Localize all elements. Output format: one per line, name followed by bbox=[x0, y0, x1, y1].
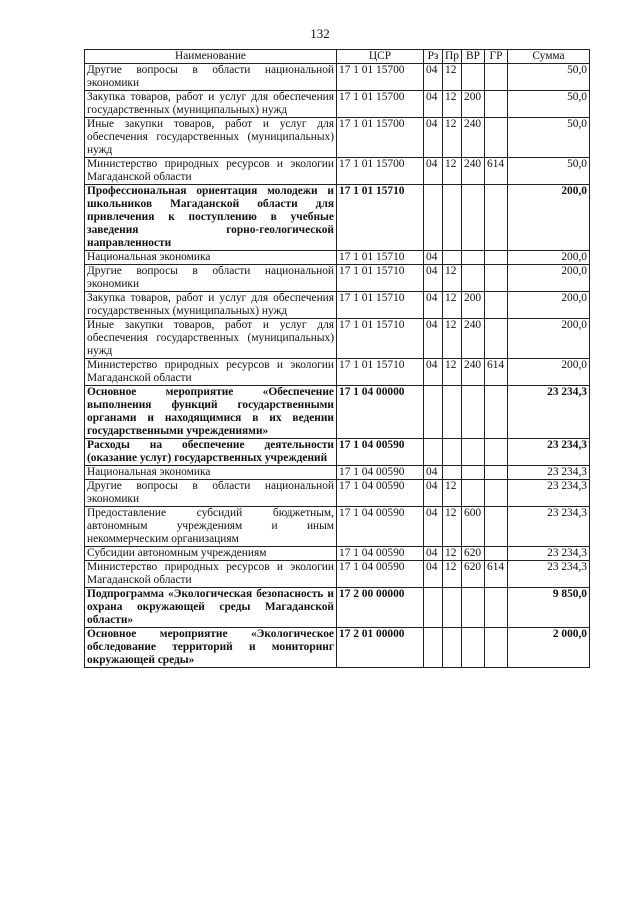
cell-gr bbox=[485, 386, 508, 439]
cell-gr bbox=[485, 91, 508, 118]
cell-name: Закупка товаров, работ и услуг для обеспечения государственных (муниципальных) нужд bbox=[85, 91, 337, 118]
cell-name: Министерство природных ресурсов и экологии Магаданской области bbox=[85, 158, 337, 185]
cell-csr: 17 1 01 15710 bbox=[337, 319, 424, 359]
cell-gr bbox=[485, 118, 508, 158]
cell-gr bbox=[485, 64, 508, 91]
cell-rz: 04 bbox=[424, 561, 443, 588]
cell-sum: 200,0 bbox=[508, 359, 590, 386]
cell-vr bbox=[462, 64, 485, 91]
cell-name: Основное мероприятие «Экологическое обследование территорий и мониторинг окружающей среды» bbox=[85, 628, 337, 668]
table-row bbox=[85, 439, 590, 466]
table-row bbox=[85, 319, 590, 359]
cell-rz: 04 bbox=[424, 292, 443, 319]
cell-rz: 04 bbox=[424, 91, 443, 118]
cell-pr: 12 bbox=[443, 158, 462, 185]
cell-name: Другие вопросы в области национальной экономики bbox=[85, 265, 337, 292]
cell-name: Основное мероприятие «Обеспечение выполнения функций государственными органами и находящимися в их ведении государственными учреждениями» bbox=[85, 386, 337, 439]
cell-vr bbox=[462, 251, 485, 265]
cell-gr bbox=[485, 265, 508, 292]
cell-sum: 200,0 bbox=[508, 185, 590, 251]
cell-gr: 614 bbox=[485, 158, 508, 185]
cell-sum: 50,0 bbox=[508, 118, 590, 158]
cell-pr: 12 bbox=[443, 480, 462, 507]
table-row bbox=[85, 628, 590, 668]
cell-gr bbox=[485, 547, 508, 561]
cell-rz bbox=[424, 439, 443, 466]
cell-name: Профессиональная ориентация молодежи и школьников Магаданской области для привлечения к поступлению в учебные заведения горно-геологической направленности bbox=[85, 185, 337, 251]
cell-sum: 23 234,3 bbox=[508, 547, 590, 561]
cell-gr bbox=[485, 439, 508, 466]
cell-rz bbox=[424, 386, 443, 439]
cell-vr bbox=[462, 466, 485, 480]
cell-sum: 2 000,0 bbox=[508, 628, 590, 668]
table-row bbox=[85, 359, 590, 386]
cell-vr bbox=[462, 439, 485, 466]
cell-gr bbox=[485, 319, 508, 359]
cell-vr: 200 bbox=[462, 292, 485, 319]
cell-vr bbox=[462, 480, 485, 507]
cell-name: Национальная экономика bbox=[85, 251, 337, 265]
cell-name: Закупка товаров, работ и услуг для обеспечения государственных (муниципальных) нужд bbox=[85, 292, 337, 319]
cell-rz: 04 bbox=[424, 466, 443, 480]
cell-gr bbox=[485, 292, 508, 319]
cell-sum: 23 234,3 bbox=[508, 466, 590, 480]
cell-name: Министерство природных ресурсов и экологии Магаданской области bbox=[85, 561, 337, 588]
cell-vr: 240 bbox=[462, 319, 485, 359]
cell-sum: 200,0 bbox=[508, 251, 590, 265]
cell-csr: 17 1 04 00590 bbox=[337, 480, 424, 507]
cell-pr bbox=[443, 466, 462, 480]
cell-name: Расходы на обеспечение деятельности (оказание услуг) государственных учреждений bbox=[85, 439, 337, 466]
header-rz: Рз bbox=[424, 50, 443, 64]
cell-pr bbox=[443, 185, 462, 251]
cell-csr: 17 1 04 00000 bbox=[337, 386, 424, 439]
cell-csr: 17 1 01 15710 bbox=[337, 251, 424, 265]
cell-pr: 12 bbox=[443, 91, 462, 118]
cell-rz: 04 bbox=[424, 319, 443, 359]
table-row bbox=[85, 480, 590, 507]
cell-vr: 600 bbox=[462, 507, 485, 547]
cell-name: Подпрограмма «Экологическая безопасность и охрана окружающей среды Магаданской области» bbox=[85, 588, 337, 628]
cell-pr: 12 bbox=[443, 292, 462, 319]
cell-pr: 12 bbox=[443, 507, 462, 547]
cell-name: Субсидии автономным учреждениям bbox=[85, 547, 337, 561]
table-row bbox=[85, 158, 590, 185]
cell-name: Министерство природных ресурсов и экологии Магаданской области bbox=[85, 359, 337, 386]
cell-sum: 50,0 bbox=[508, 158, 590, 185]
cell-vr: 240 bbox=[462, 359, 485, 386]
cell-sum: 23 234,3 bbox=[508, 480, 590, 507]
cell-sum: 50,0 bbox=[508, 91, 590, 118]
cell-rz: 04 bbox=[424, 251, 443, 265]
cell-name: Предоставление субсидий бюджетным, автономным учреждениям и иным некоммерческим организациям bbox=[85, 507, 337, 547]
cell-pr bbox=[443, 628, 462, 668]
cell-pr bbox=[443, 588, 462, 628]
cell-csr: 17 2 00 00000 bbox=[337, 588, 424, 628]
cell-sum: 200,0 bbox=[508, 292, 590, 319]
cell-csr: 17 1 04 00590 bbox=[337, 507, 424, 547]
cell-pr: 12 bbox=[443, 319, 462, 359]
cell-sum: 23 234,3 bbox=[508, 386, 590, 439]
header-vr: ВР bbox=[462, 50, 485, 64]
cell-csr: 17 1 04 00590 bbox=[337, 439, 424, 466]
table-row bbox=[85, 118, 590, 158]
table-row bbox=[85, 561, 590, 588]
budget-table bbox=[84, 49, 590, 668]
table-row bbox=[85, 547, 590, 561]
cell-sum: 23 234,3 bbox=[508, 507, 590, 547]
cell-rz: 04 bbox=[424, 118, 443, 158]
cell-rz: 04 bbox=[424, 547, 443, 561]
cell-vr bbox=[462, 628, 485, 668]
cell-csr: 17 1 04 00590 bbox=[337, 561, 424, 588]
cell-name: Иные закупки товаров, работ и услуг для обеспечения государственных (муниципальных) нужд bbox=[85, 319, 337, 359]
cell-vr: 240 bbox=[462, 158, 485, 185]
cell-rz: 04 bbox=[424, 507, 443, 547]
cell-sum: 200,0 bbox=[508, 265, 590, 292]
cell-name: Иные закупки товаров, работ и услуг для обеспечения государственных (муниципальных) нужд bbox=[85, 118, 337, 158]
cell-csr: 17 1 01 15700 bbox=[337, 158, 424, 185]
table-row bbox=[85, 251, 590, 265]
cell-csr: 17 1 01 15710 bbox=[337, 292, 424, 319]
cell-gr: 614 bbox=[485, 561, 508, 588]
table-row bbox=[85, 292, 590, 319]
cell-vr bbox=[462, 588, 485, 628]
cell-rz: 04 bbox=[424, 64, 443, 91]
table-row bbox=[85, 64, 590, 91]
cell-csr: 17 1 01 15700 bbox=[337, 118, 424, 158]
cell-csr: 17 1 01 15710 bbox=[337, 265, 424, 292]
cell-rz: 04 bbox=[424, 480, 443, 507]
table-row bbox=[85, 185, 590, 251]
cell-gr bbox=[485, 251, 508, 265]
cell-csr: 17 1 04 00590 bbox=[337, 547, 424, 561]
cell-gr bbox=[485, 480, 508, 507]
cell-pr: 12 bbox=[443, 64, 462, 91]
cell-csr: 17 1 01 15700 bbox=[337, 91, 424, 118]
cell-gr bbox=[485, 628, 508, 668]
cell-sum: 200,0 bbox=[508, 319, 590, 359]
cell-sum: 23 234,3 bbox=[508, 439, 590, 466]
cell-csr: 17 2 01 00000 bbox=[337, 628, 424, 668]
cell-sum: 23 234,3 bbox=[508, 561, 590, 588]
header-pr: Пр bbox=[443, 50, 462, 64]
cell-gr: 614 bbox=[485, 359, 508, 386]
cell-name: Другие вопросы в области национальной экономики bbox=[85, 480, 337, 507]
header-name: Наименование bbox=[85, 50, 337, 64]
cell-csr: 17 1 01 15710 bbox=[337, 359, 424, 386]
cell-pr: 12 bbox=[443, 359, 462, 386]
cell-pr: 12 bbox=[443, 118, 462, 158]
cell-gr bbox=[485, 507, 508, 547]
cell-vr bbox=[462, 386, 485, 439]
cell-gr bbox=[485, 185, 508, 251]
cell-pr: 12 bbox=[443, 547, 462, 561]
cell-rz: 04 bbox=[424, 359, 443, 386]
cell-vr bbox=[462, 265, 485, 292]
header-gr: ГР bbox=[485, 50, 508, 64]
cell-sum: 9 850,0 bbox=[508, 588, 590, 628]
cell-name: Другие вопросы в области национальной экономики bbox=[85, 64, 337, 91]
cell-csr: 17 1 01 15700 bbox=[337, 64, 424, 91]
cell-rz bbox=[424, 628, 443, 668]
cell-vr bbox=[462, 185, 485, 251]
table-row bbox=[85, 507, 590, 547]
cell-gr bbox=[485, 588, 508, 628]
cell-pr bbox=[443, 251, 462, 265]
cell-name: Национальная экономика bbox=[85, 466, 337, 480]
page-number: 132 bbox=[310, 26, 330, 41]
header-sum: Сумма bbox=[508, 50, 590, 64]
table-header-row bbox=[85, 50, 590, 64]
cell-csr: 17 1 01 15710 bbox=[337, 185, 424, 251]
cell-csr: 17 1 04 00590 bbox=[337, 466, 424, 480]
table-row bbox=[85, 386, 590, 439]
cell-pr: 12 bbox=[443, 561, 462, 588]
cell-pr: 12 bbox=[443, 265, 462, 292]
cell-rz bbox=[424, 588, 443, 628]
cell-vr: 620 bbox=[462, 561, 485, 588]
table-row bbox=[85, 466, 590, 480]
table-row bbox=[85, 91, 590, 118]
cell-pr bbox=[443, 386, 462, 439]
table-body bbox=[85, 64, 590, 668]
table-row bbox=[85, 588, 590, 628]
cell-rz bbox=[424, 185, 443, 251]
header-csr: ЦСР bbox=[337, 50, 424, 64]
cell-vr: 240 bbox=[462, 118, 485, 158]
table-row bbox=[85, 265, 590, 292]
cell-vr: 620 bbox=[462, 547, 485, 561]
cell-sum: 50,0 bbox=[508, 64, 590, 91]
cell-rz: 04 bbox=[424, 158, 443, 185]
cell-rz: 04 bbox=[424, 265, 443, 292]
cell-vr: 200 bbox=[462, 91, 485, 118]
cell-gr bbox=[485, 466, 508, 480]
cell-pr bbox=[443, 439, 462, 466]
